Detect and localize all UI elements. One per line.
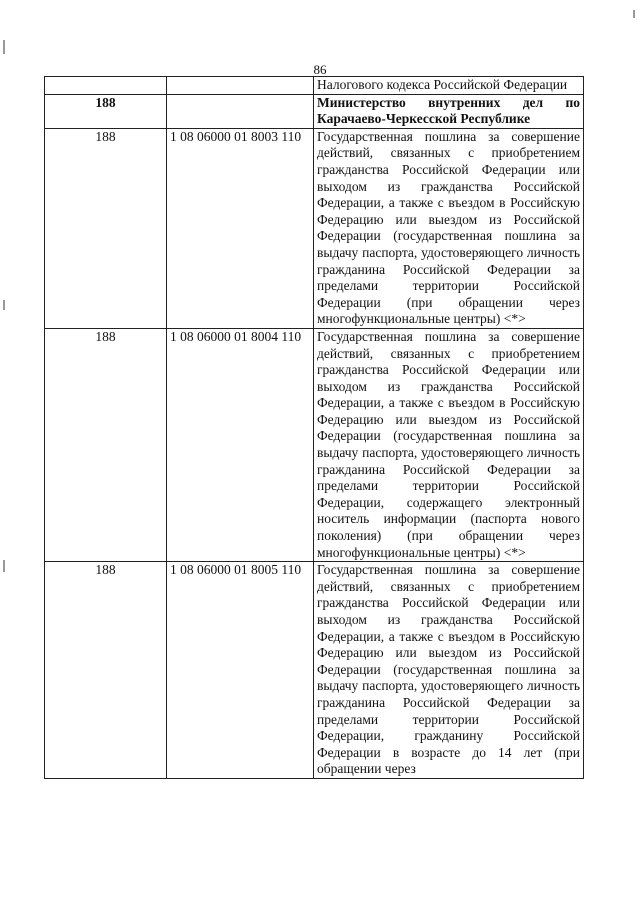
administrator-header-row — [45, 94, 584, 128]
admin-code-cell: 188 — [45, 94, 167, 128]
description-cell: Государственная пошлина за совершение действий, связанных с приобретением гражданства Российской Федерации или выходом из гражданства Российской Федерации, а также с въездом в Российскую Федерацию или выездом из Российской Федерации (государственная пошлина за выдачу паспорта, удостоверяющего личность гражданина Российской Федерации за пределами территории Российской Федерации, содержащего электронный носитель информации (паспорта нового поколения) (при обращении через многофункциональные центры) <*> — [314, 328, 584, 561]
scan-edge-mark — [633, 10, 635, 18]
kbk-cell — [167, 77, 314, 95]
revenue-code-table — [44, 76, 584, 779]
description-cell: Государственная пошлина за совершение действий, связанных с приобретением гражданства Российской Федерации или выходом из гражданства Российской Федерации, а также с въездом в Российскую Федерацию или выездом из Российской Федерации (государственная пошлина за выдачу паспорта, удостоверяющего личность гражданина Российской Федерации за пределами территории Российской Федерации (при обращении через многофункциональные центры) <*> — [314, 128, 584, 328]
table-row — [45, 562, 584, 779]
kbk-cell: 1 08 06000 01 8004 110 — [167, 328, 314, 561]
description-cell: Налогового кодекса Российской Федерации — [314, 77, 584, 95]
table-row — [45, 128, 584, 328]
scan-edge-mark — [3, 560, 5, 572]
scan-edge-mark — [3, 300, 5, 310]
table-row — [45, 328, 584, 561]
kbk-cell — [167, 94, 314, 128]
table-row — [45, 77, 584, 95]
kbk-cell: 1 08 06000 01 8005 110 — [167, 562, 314, 779]
admin-code-cell: 188 — [45, 328, 167, 561]
admin-code-cell: 188 — [45, 128, 167, 328]
administrator-name-cell: Министерство внутренних дел по Карачаево-Черкесской Республике — [314, 94, 584, 128]
admin-code-cell: 188 — [45, 562, 167, 779]
kbk-cell: 1 08 06000 01 8003 110 — [167, 128, 314, 328]
admin-code-cell — [45, 77, 167, 95]
scan-edge-mark — [3, 40, 5, 54]
description-cell: Государственная пошлина за совершение действий, связанных с приобретением гражданства Российской Федерации или выходом из гражданства Российской Федерации, а также с въездом в Российскую Федерацию или выездом из Российской Федерации (государственная пошлина за выдачу паспорта, удостоверяющего личность гражданина Российской Федерации за пределами территории Российской Федерации, гражданину Российской Федерации в возрасте до 14 лет (при обращении через — [314, 562, 584, 779]
page-number: 86 — [313, 62, 327, 77]
